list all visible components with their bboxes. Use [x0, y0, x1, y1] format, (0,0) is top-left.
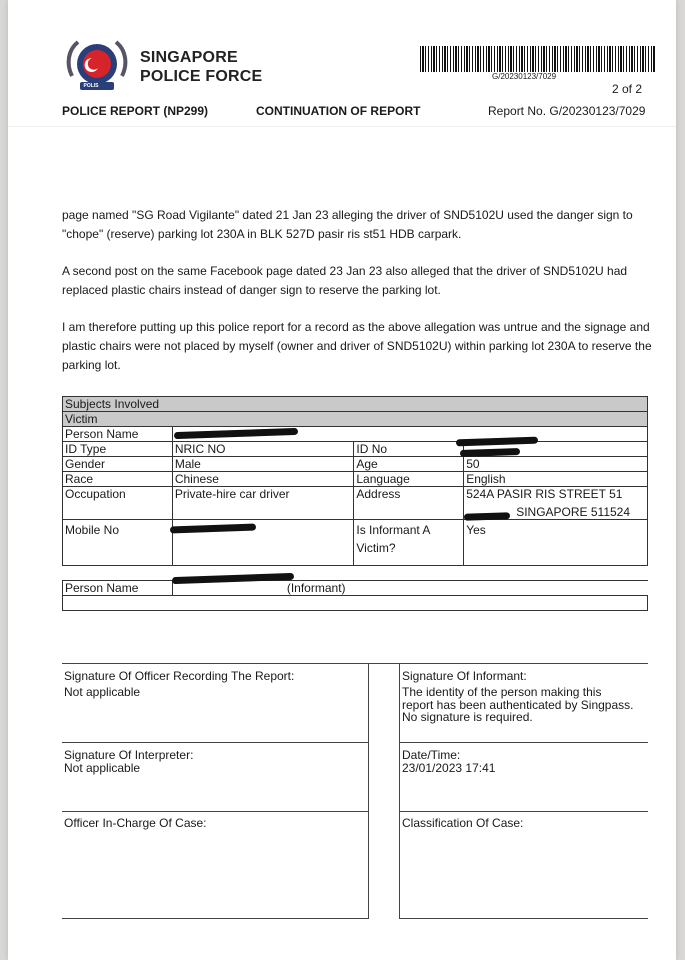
barcode	[420, 46, 656, 72]
table-row	[63, 412, 648, 427]
subjects-table	[62, 396, 648, 611]
informant-question-line-2: Victim?	[356, 541, 396, 555]
narrative-paragraph-3: I am therefore putting up this police report for a record as the above allegation was untrue and the signage and plastic chairs were not placed by myself (owner and driver of SND5102U) within parking lot 230A to reserve the parking lot.	[62, 320, 652, 372]
spacer-row	[63, 566, 648, 581]
narrative-paragraph-2: A second post on the same Facebook page dated 23 Jan 23 also alleged that the driver of SND5102U had replaced plastic chairs instead of danger sign to reserve the parking lot.	[62, 264, 628, 297]
informant-name-value	[172, 581, 647, 596]
signature-divider	[62, 811, 368, 812]
officer-signature-value: Not applicable	[64, 685, 141, 699]
org-name-line1: SINGAPORE	[140, 49, 238, 66]
person-name-label: Person Name	[63, 427, 173, 442]
race-label: Race	[63, 472, 173, 487]
section-title: Subjects Involved	[63, 397, 648, 412]
address-line-1: 524A PASIR RIS STREET 51	[466, 487, 623, 501]
barcode-number: G/20230123/7029	[492, 72, 557, 81]
gender-label: Gender	[63, 457, 173, 472]
language-label: Language	[354, 472, 464, 487]
report-page	[8, 0, 676, 960]
table-row	[63, 472, 648, 487]
interpreter-signature-label: Signature Of Interpreter:	[64, 748, 194, 762]
informant-question	[354, 520, 464, 566]
id-no-label: ID No	[354, 442, 464, 457]
language-value: English	[464, 472, 648, 487]
narrative-paragraph-1: page named "SG Road Vigilante" dated 21 Jan 23 alleging the driver of SND5102U used the danger sign to "chope" (reserve) parking lot 230A in BLK 527D pasir ris st51 HDB carpark.	[62, 208, 633, 241]
informant-signature-line-2: report has been authenticated by Singpass.	[402, 698, 634, 712]
subject-role: Victim	[63, 412, 648, 427]
report-number: Report No. G/20230123/7029	[488, 104, 646, 118]
table-row	[63, 566, 648, 581]
signature-divider	[399, 811, 648, 812]
id-type-value: NRIC NO	[172, 442, 354, 457]
table-row	[63, 442, 648, 457]
occupation-label: Occupation	[63, 487, 173, 520]
org-name-line2: POLICE FORCE	[140, 68, 263, 85]
gender-value: Male	[172, 457, 354, 472]
page-indicator: 2 of 2	[612, 82, 643, 96]
informant-signature-line-3: No signature is required.	[402, 710, 533, 724]
person-name-label-2: Person Name	[63, 581, 173, 596]
table-row	[63, 520, 648, 566]
table-row	[63, 427, 648, 442]
table-row	[63, 487, 648, 520]
officer-in-charge-label: Officer In-Charge Of Case:	[64, 816, 207, 830]
continuation-heading: CONTINUATION OF REPORT	[256, 104, 421, 118]
id-type-label: ID Type	[63, 442, 173, 457]
mobile-label: Mobile No	[63, 520, 173, 566]
informant-suffix: (Informant)	[286, 581, 346, 595]
table-row	[63, 596, 648, 611]
occupation-value: Private-hire car driver	[172, 487, 354, 520]
datetime-value: 23/01/2023 17:41	[402, 761, 496, 775]
signature-bottom-line	[62, 918, 368, 919]
empty-row	[63, 596, 648, 611]
informant-question-line-1: Is Informant A	[356, 523, 431, 537]
officer-signature-label: Signature Of Officer Recording The Report:	[64, 669, 295, 683]
signature-divider	[62, 742, 368, 743]
race-value: Chinese	[172, 472, 354, 487]
address-label: Address	[354, 487, 464, 520]
interpreter-signature-value: Not applicable	[64, 761, 141, 775]
signature-bottom-line	[399, 918, 648, 919]
signature-left-border	[368, 663, 369, 919]
logo-badge-text: POLIS	[83, 83, 99, 89]
signature-right-border	[399, 663, 400, 919]
table-row	[63, 581, 648, 596]
age-value: 50	[464, 457, 648, 472]
datetime-label: Date/Time:	[402, 748, 461, 762]
informant-answer: Yes	[464, 520, 648, 566]
header-divider	[8, 126, 676, 127]
table-row	[63, 397, 648, 412]
classification-label: Classification Of Case:	[402, 816, 524, 830]
age-label: Age	[354, 457, 464, 472]
report-type: POLICE REPORT (NP299)	[62, 104, 209, 118]
signature-block-top-line	[62, 663, 648, 664]
signature-divider	[399, 742, 648, 743]
table-row	[63, 457, 648, 472]
address-line-2: SINGAPORE 511524	[516, 505, 631, 519]
informant-signature-line-1: The identity of the person making this	[402, 685, 602, 699]
informant-signature-label: Signature Of Informant:	[402, 669, 527, 683]
